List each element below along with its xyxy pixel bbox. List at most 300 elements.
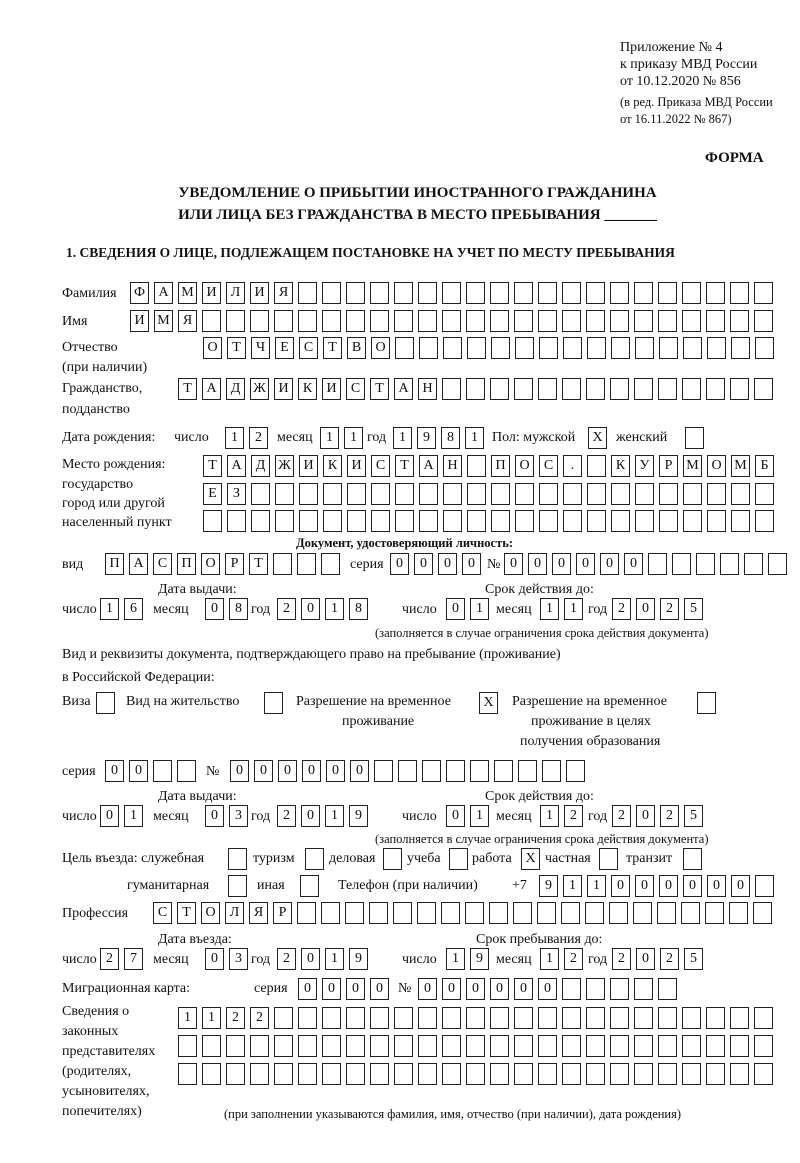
- surname-cell[interactable]: А: [154, 282, 173, 304]
- citizenship-cell[interactable]: [682, 378, 701, 400]
- birthplace1-cell[interactable]: А: [227, 455, 246, 477]
- doc-kind-cell[interactable]: О: [201, 553, 220, 575]
- doc-number-cell[interactable]: 0: [552, 553, 571, 575]
- citizenship-cell[interactable]: Т: [370, 378, 389, 400]
- reps3-cell[interactable]: [178, 1063, 197, 1085]
- reps2-cell[interactable]: [586, 1035, 605, 1057]
- doc-number-cell[interactable]: [648, 553, 667, 575]
- reps3-cell[interactable]: [346, 1063, 365, 1085]
- doc-number-cell[interactable]: 0: [624, 553, 643, 575]
- birth-year-cell[interactable]: 1: [465, 427, 484, 449]
- birthplace1-cell[interactable]: И: [299, 455, 318, 477]
- birthplace1-cell[interactable]: У: [635, 455, 654, 477]
- phone-cell[interactable]: 0: [611, 875, 630, 897]
- reps3-cell[interactable]: [514, 1063, 533, 1085]
- reps3-cell[interactable]: [538, 1063, 557, 1085]
- birthplace2-cell[interactable]: [323, 483, 342, 505]
- surname-cell[interactable]: [730, 282, 749, 304]
- reps1-cell[interactable]: [682, 1007, 701, 1029]
- sex-female-checkbox[interactable]: [685, 427, 704, 449]
- birthplace2-cell[interactable]: [347, 483, 366, 505]
- phone-cell[interactable]: 1: [587, 875, 606, 897]
- reps2-cell[interactable]: [490, 1035, 509, 1057]
- profession-cell[interactable]: [465, 902, 484, 924]
- permit-number-cell[interactable]: 0: [350, 760, 369, 782]
- doc-kind-cell[interactable]: А: [129, 553, 148, 575]
- birthplace1-cell[interactable]: М: [731, 455, 750, 477]
- birthplace3-cell[interactable]: [467, 510, 486, 532]
- doc-number-cell[interactable]: 0: [600, 553, 619, 575]
- birthplace3-cell[interactable]: [419, 510, 438, 532]
- phone-cell[interactable]: 1: [563, 875, 582, 897]
- permit-number-cell[interactable]: [446, 760, 465, 782]
- citizenship-cell[interactable]: [586, 378, 605, 400]
- surname-cell[interactable]: И: [250, 282, 269, 304]
- surname-cell[interactable]: [658, 282, 677, 304]
- doc-issue-month-cell[interactable]: 0: [205, 598, 224, 620]
- patronymic-cell[interactable]: [563, 337, 582, 359]
- citizenship-cell[interactable]: Т: [178, 378, 197, 400]
- birthplace1-cell[interactable]: Н: [443, 455, 462, 477]
- permit-residence-checkbox[interactable]: [264, 692, 283, 714]
- doc-number-cell[interactable]: 0: [576, 553, 595, 575]
- name-cell[interactable]: [706, 310, 725, 332]
- citizenship-cell[interactable]: [466, 378, 485, 400]
- surname-cell[interactable]: М: [178, 282, 197, 304]
- citizenship-cell[interactable]: [730, 378, 749, 400]
- citizenship-cell[interactable]: Д: [226, 378, 245, 400]
- birthplace1-cell[interactable]: Б: [755, 455, 774, 477]
- surname-cell[interactable]: [322, 282, 341, 304]
- birthplace3-cell[interactable]: [299, 510, 318, 532]
- reps1-cell[interactable]: [274, 1007, 293, 1029]
- profession-cell[interactable]: [753, 902, 772, 924]
- reps2-cell[interactable]: [754, 1035, 773, 1057]
- birthplace1-cell[interactable]: С: [371, 455, 390, 477]
- birthplace3-cell[interactable]: [323, 510, 342, 532]
- citizenship-cell[interactable]: [754, 378, 773, 400]
- profession-cell[interactable]: [585, 902, 604, 924]
- birthplace3-cell[interactable]: [587, 510, 606, 532]
- surname-cell[interactable]: И: [202, 282, 221, 304]
- citizenship-cell[interactable]: Н: [418, 378, 437, 400]
- profession-cell[interactable]: [633, 902, 652, 924]
- profession-cell[interactable]: [609, 902, 628, 924]
- birthplace1-cell[interactable]: Д: [251, 455, 270, 477]
- doc-series-cell[interactable]: 0: [438, 553, 457, 575]
- doc-kind-cell[interactable]: П: [177, 553, 196, 575]
- permit-number-cell[interactable]: [374, 760, 393, 782]
- reps2-cell[interactable]: [226, 1035, 245, 1057]
- permit-exp-year-cell[interactable]: 0: [636, 805, 655, 827]
- purpose-study-checkbox[interactable]: [449, 848, 468, 870]
- permit-number-cell[interactable]: [542, 760, 561, 782]
- name-cell[interactable]: [514, 310, 533, 332]
- reps3-cell[interactable]: [562, 1063, 581, 1085]
- birthplace1-cell[interactable]: .: [563, 455, 582, 477]
- permit-exp-day-cell[interactable]: 1: [470, 805, 489, 827]
- phone-cell[interactable]: 9: [539, 875, 558, 897]
- doc-issue-year-cell[interactable]: 1: [325, 598, 344, 620]
- citizenship-cell[interactable]: [442, 378, 461, 400]
- reps3-cell[interactable]: [250, 1063, 269, 1085]
- birthplace2-cell[interactable]: [635, 483, 654, 505]
- permit-number-cell[interactable]: 0: [302, 760, 321, 782]
- name-cell[interactable]: [586, 310, 605, 332]
- reps3-cell[interactable]: [466, 1063, 485, 1085]
- birth-day-cell[interactable]: 2: [249, 427, 268, 449]
- surname-cell[interactable]: [298, 282, 317, 304]
- reps3-cell[interactable]: [754, 1063, 773, 1085]
- doc-kind-cell[interactable]: [297, 553, 316, 575]
- name-cell[interactable]: [202, 310, 221, 332]
- reps1-cell[interactable]: 2: [226, 1007, 245, 1029]
- purpose-other-checkbox[interactable]: [300, 875, 319, 897]
- reps1-cell[interactable]: 1: [178, 1007, 197, 1029]
- surname-cell[interactable]: Л: [226, 282, 245, 304]
- citizenship-cell[interactable]: [538, 378, 557, 400]
- reps2-cell[interactable]: [706, 1035, 725, 1057]
- doc-kind-cell[interactable]: [273, 553, 292, 575]
- patronymic-cell[interactable]: В: [347, 337, 366, 359]
- surname-cell[interactable]: [394, 282, 413, 304]
- reps2-cell[interactable]: [634, 1035, 653, 1057]
- profession-cell[interactable]: [441, 902, 460, 924]
- mig-number-cell[interactable]: 0: [442, 978, 461, 1000]
- purpose-business-checkbox[interactable]: [383, 848, 402, 870]
- doc-number-cell[interactable]: [744, 553, 763, 575]
- citizenship-cell[interactable]: [610, 378, 629, 400]
- birthplace1-cell[interactable]: М: [683, 455, 702, 477]
- birthplace3-cell[interactable]: [275, 510, 294, 532]
- name-cell[interactable]: [418, 310, 437, 332]
- name-cell[interactable]: [346, 310, 365, 332]
- name-cell[interactable]: [730, 310, 749, 332]
- stay-year-cell[interactable]: 2: [612, 948, 631, 970]
- surname-cell[interactable]: [490, 282, 509, 304]
- surname-cell[interactable]: [418, 282, 437, 304]
- reps2-cell[interactable]: [178, 1035, 197, 1057]
- birthplace3-cell[interactable]: [227, 510, 246, 532]
- reps2-cell[interactable]: [370, 1035, 389, 1057]
- permit-issue-year-cell[interactable]: 2: [277, 805, 296, 827]
- permit-exp-year-cell[interactable]: 2: [612, 805, 631, 827]
- reps1-cell[interactable]: [634, 1007, 653, 1029]
- birthplace2-cell[interactable]: [707, 483, 726, 505]
- surname-cell[interactable]: [634, 282, 653, 304]
- profession-cell[interactable]: [681, 902, 700, 924]
- reps1-cell[interactable]: [322, 1007, 341, 1029]
- birthplace2-cell[interactable]: [683, 483, 702, 505]
- doc-kind-cell[interactable]: Р: [225, 553, 244, 575]
- reps1-cell[interactable]: [514, 1007, 533, 1029]
- reps3-cell[interactable]: [610, 1063, 629, 1085]
- reps3-cell[interactable]: [634, 1063, 653, 1085]
- mig-series-cell[interactable]: 0: [322, 978, 341, 1000]
- patronymic-cell[interactable]: С: [299, 337, 318, 359]
- entry-year-cell[interactable]: 1: [325, 948, 344, 970]
- reps2-cell[interactable]: [610, 1035, 629, 1057]
- permit-issue-month-cell[interactable]: 0: [205, 805, 224, 827]
- doc-number-cell[interactable]: [672, 553, 691, 575]
- birthplace1-cell[interactable]: О: [707, 455, 726, 477]
- permit-number-cell[interactable]: [422, 760, 441, 782]
- name-cell[interactable]: [610, 310, 629, 332]
- doc-kind-cell[interactable]: С: [153, 553, 172, 575]
- profession-cell[interactable]: С: [153, 902, 172, 924]
- stay-day-cell[interactable]: 1: [446, 948, 465, 970]
- doc-kind-cell[interactable]: Т: [249, 553, 268, 575]
- patronymic-cell[interactable]: [395, 337, 414, 359]
- doc-number-cell[interactable]: [720, 553, 739, 575]
- doc-issue-day-cell[interactable]: 1: [100, 598, 119, 620]
- surname-cell[interactable]: [562, 282, 581, 304]
- name-cell[interactable]: М: [154, 310, 173, 332]
- mig-number-cell[interactable]: [562, 978, 581, 1000]
- birthplace2-cell[interactable]: [251, 483, 270, 505]
- permit-exp-day-cell[interactable]: 0: [446, 805, 465, 827]
- entry-day-cell[interactable]: 2: [100, 948, 119, 970]
- birthplace3-cell[interactable]: [731, 510, 750, 532]
- permit-exp-month-cell[interactable]: 2: [564, 805, 583, 827]
- reps3-cell[interactable]: [394, 1063, 413, 1085]
- birthplace2-cell[interactable]: [515, 483, 534, 505]
- mig-number-cell[interactable]: [586, 978, 605, 1000]
- doc-exp-day-cell[interactable]: 0: [446, 598, 465, 620]
- permit-issue-month-cell[interactable]: 3: [229, 805, 248, 827]
- profession-cell[interactable]: [705, 902, 724, 924]
- birthplace3-cell[interactable]: [491, 510, 510, 532]
- doc-number-cell[interactable]: [696, 553, 715, 575]
- purpose-private-checkbox[interactable]: [599, 848, 618, 870]
- doc-exp-day-cell[interactable]: 1: [470, 598, 489, 620]
- purpose-humanitarian-checkbox[interactable]: [228, 875, 247, 897]
- birthplace3-cell[interactable]: [707, 510, 726, 532]
- profession-cell[interactable]: [345, 902, 364, 924]
- doc-number-cell[interactable]: 0: [528, 553, 547, 575]
- reps2-cell[interactable]: [514, 1035, 533, 1057]
- reps1-cell[interactable]: [490, 1007, 509, 1029]
- reps1-cell[interactable]: 1: [202, 1007, 221, 1029]
- birthplace2-cell[interactable]: Е: [203, 483, 222, 505]
- permit-issue-year-cell[interactable]: 1: [325, 805, 344, 827]
- citizenship-cell[interactable]: К: [298, 378, 317, 400]
- reps1-cell[interactable]: [658, 1007, 677, 1029]
- patronymic-cell[interactable]: Т: [227, 337, 246, 359]
- birthplace1-cell[interactable]: О: [515, 455, 534, 477]
- mig-number-cell[interactable]: 0: [514, 978, 533, 1000]
- birthplace1-cell[interactable]: К: [323, 455, 342, 477]
- citizenship-cell[interactable]: А: [202, 378, 221, 400]
- birthplace1-cell[interactable]: С: [539, 455, 558, 477]
- reps2-cell[interactable]: [298, 1035, 317, 1057]
- patronymic-cell[interactable]: [443, 337, 462, 359]
- birthplace2-cell[interactable]: [395, 483, 414, 505]
- reps1-cell[interactable]: [706, 1007, 725, 1029]
- birthplace1-cell[interactable]: Т: [395, 455, 414, 477]
- reps1-cell[interactable]: [754, 1007, 773, 1029]
- birthplace2-cell[interactable]: [371, 483, 390, 505]
- stay-month-cell[interactable]: 2: [564, 948, 583, 970]
- reps2-cell[interactable]: [274, 1035, 293, 1057]
- mig-number-cell[interactable]: 0: [538, 978, 557, 1000]
- birthplace3-cell[interactable]: [395, 510, 414, 532]
- patronymic-cell[interactable]: [683, 337, 702, 359]
- mig-number-cell[interactable]: 0: [466, 978, 485, 1000]
- birth-year-cell[interactable]: 8: [441, 427, 460, 449]
- mig-number-cell[interactable]: [610, 978, 629, 1000]
- permit-number-cell[interactable]: [518, 760, 537, 782]
- birthplace3-cell[interactable]: [443, 510, 462, 532]
- doc-issue-day-cell[interactable]: 6: [124, 598, 143, 620]
- birthplace2-cell[interactable]: [443, 483, 462, 505]
- permit-visa-checkbox[interactable]: [96, 692, 115, 714]
- reps1-cell[interactable]: [394, 1007, 413, 1029]
- birthplace2-cell[interactable]: [755, 483, 774, 505]
- birthplace1-cell[interactable]: [587, 455, 606, 477]
- patronymic-cell[interactable]: [731, 337, 750, 359]
- citizenship-cell[interactable]: И: [274, 378, 293, 400]
- citizenship-cell[interactable]: [514, 378, 533, 400]
- name-cell[interactable]: [394, 310, 413, 332]
- stay-month-cell[interactable]: 1: [540, 948, 559, 970]
- reps2-cell[interactable]: [538, 1035, 557, 1057]
- reps2-cell[interactable]: [730, 1035, 749, 1057]
- doc-series-cell[interactable]: 0: [462, 553, 481, 575]
- phone-cell[interactable]: 0: [731, 875, 750, 897]
- purpose-transit-checkbox[interactable]: [683, 848, 702, 870]
- doc-series-cell[interactable]: 0: [390, 553, 409, 575]
- permit-number-cell[interactable]: [494, 760, 513, 782]
- permit-exp-year-cell[interactable]: 5: [684, 805, 703, 827]
- reps3-cell[interactable]: [298, 1063, 317, 1085]
- birthplace1-cell[interactable]: П: [491, 455, 510, 477]
- permit-issue-day-cell[interactable]: 0: [100, 805, 119, 827]
- reps1-cell[interactable]: [610, 1007, 629, 1029]
- doc-exp-year-cell[interactable]: 2: [660, 598, 679, 620]
- permit-series-cell[interactable]: 0: [105, 760, 124, 782]
- profession-cell[interactable]: [489, 902, 508, 924]
- name-cell[interactable]: [682, 310, 701, 332]
- doc-issue-year-cell[interactable]: 2: [277, 598, 296, 620]
- birth-year-cell[interactable]: 9: [417, 427, 436, 449]
- profession-cell[interactable]: Р: [273, 902, 292, 924]
- patronymic-cell[interactable]: Т: [323, 337, 342, 359]
- permit-number-cell[interactable]: [398, 760, 417, 782]
- stay-day-cell[interactable]: 9: [470, 948, 489, 970]
- doc-kind-cell[interactable]: [321, 553, 340, 575]
- birthplace1-cell[interactable]: И: [347, 455, 366, 477]
- doc-issue-month-cell[interactable]: 8: [229, 598, 248, 620]
- name-cell[interactable]: [442, 310, 461, 332]
- phone-cell[interactable]: 0: [707, 875, 726, 897]
- reps2-cell[interactable]: [202, 1035, 221, 1057]
- profession-cell[interactable]: [513, 902, 532, 924]
- birthplace2-cell[interactable]: [539, 483, 558, 505]
- profession-cell[interactable]: [417, 902, 436, 924]
- permit-series-cell[interactable]: 0: [129, 760, 148, 782]
- birthplace1-cell[interactable]: Т: [203, 455, 222, 477]
- permit-exp-month-cell[interactable]: 1: [540, 805, 559, 827]
- birth-month-cell[interactable]: 1: [320, 427, 339, 449]
- birthplace3-cell[interactable]: [203, 510, 222, 532]
- birthplace2-cell[interactable]: [491, 483, 510, 505]
- name-cell[interactable]: [274, 310, 293, 332]
- profession-cell[interactable]: [537, 902, 556, 924]
- profession-cell[interactable]: [369, 902, 388, 924]
- entry-day-cell[interactable]: 7: [124, 948, 143, 970]
- surname-cell[interactable]: [346, 282, 365, 304]
- doc-series-cell[interactable]: 0: [414, 553, 433, 575]
- surname-cell[interactable]: [610, 282, 629, 304]
- reps1-cell[interactable]: [418, 1007, 437, 1029]
- reps2-cell[interactable]: [418, 1035, 437, 1057]
- profession-cell[interactable]: Т: [177, 902, 196, 924]
- surname-cell[interactable]: [466, 282, 485, 304]
- citizenship-cell[interactable]: [706, 378, 725, 400]
- birthplace3-cell[interactable]: [635, 510, 654, 532]
- reps1-cell[interactable]: [298, 1007, 317, 1029]
- doc-exp-month-cell[interactable]: 1: [540, 598, 559, 620]
- reps3-cell[interactable]: [730, 1063, 749, 1085]
- permit-number-cell[interactable]: 0: [254, 760, 273, 782]
- permit-number-cell[interactable]: [470, 760, 489, 782]
- permit-issue-year-cell[interactable]: 9: [349, 805, 368, 827]
- surname-cell[interactable]: [706, 282, 725, 304]
- reps3-cell[interactable]: [586, 1063, 605, 1085]
- reps2-cell[interactable]: [466, 1035, 485, 1057]
- reps1-cell[interactable]: [466, 1007, 485, 1029]
- reps3-cell[interactable]: [442, 1063, 461, 1085]
- phone-cell[interactable]: 0: [659, 875, 678, 897]
- surname-cell[interactable]: [538, 282, 557, 304]
- birthplace3-cell[interactable]: [515, 510, 534, 532]
- birthplace2-cell[interactable]: З: [227, 483, 246, 505]
- name-cell[interactable]: [370, 310, 389, 332]
- reps2-cell[interactable]: [394, 1035, 413, 1057]
- mig-series-cell[interactable]: 0: [346, 978, 365, 1000]
- name-cell[interactable]: Я: [178, 310, 197, 332]
- permit-series-cell[interactable]: [177, 760, 196, 782]
- purpose-tourism-checkbox[interactable]: [305, 848, 324, 870]
- surname-cell[interactable]: [754, 282, 773, 304]
- name-cell[interactable]: [322, 310, 341, 332]
- birthplace3-cell[interactable]: [611, 510, 630, 532]
- surname-cell[interactable]: Я: [274, 282, 293, 304]
- surname-cell[interactable]: [514, 282, 533, 304]
- patronymic-cell[interactable]: [755, 337, 774, 359]
- permit-issue-day-cell[interactable]: 1: [124, 805, 143, 827]
- reps1-cell[interactable]: [562, 1007, 581, 1029]
- doc-number-cell[interactable]: [768, 553, 787, 575]
- entry-year-cell[interactable]: 0: [301, 948, 320, 970]
- reps2-cell[interactable]: [658, 1035, 677, 1057]
- citizenship-cell[interactable]: [490, 378, 509, 400]
- citizenship-cell[interactable]: [634, 378, 653, 400]
- reps3-cell[interactable]: [706, 1063, 725, 1085]
- phone-cell[interactable]: 0: [683, 875, 702, 897]
- citizenship-cell[interactable]: А: [394, 378, 413, 400]
- birth-day-cell[interactable]: 1: [225, 427, 244, 449]
- sex-male-checkbox[interactable]: X: [588, 427, 607, 449]
- profession-cell[interactable]: [561, 902, 580, 924]
- name-cell[interactable]: [250, 310, 269, 332]
- reps3-cell[interactable]: [658, 1063, 677, 1085]
- permit-temp-checkbox[interactable]: X: [479, 692, 498, 714]
- reps3-cell[interactable]: [370, 1063, 389, 1085]
- profession-cell[interactable]: О: [201, 902, 220, 924]
- permit-number-cell[interactable]: 0: [326, 760, 345, 782]
